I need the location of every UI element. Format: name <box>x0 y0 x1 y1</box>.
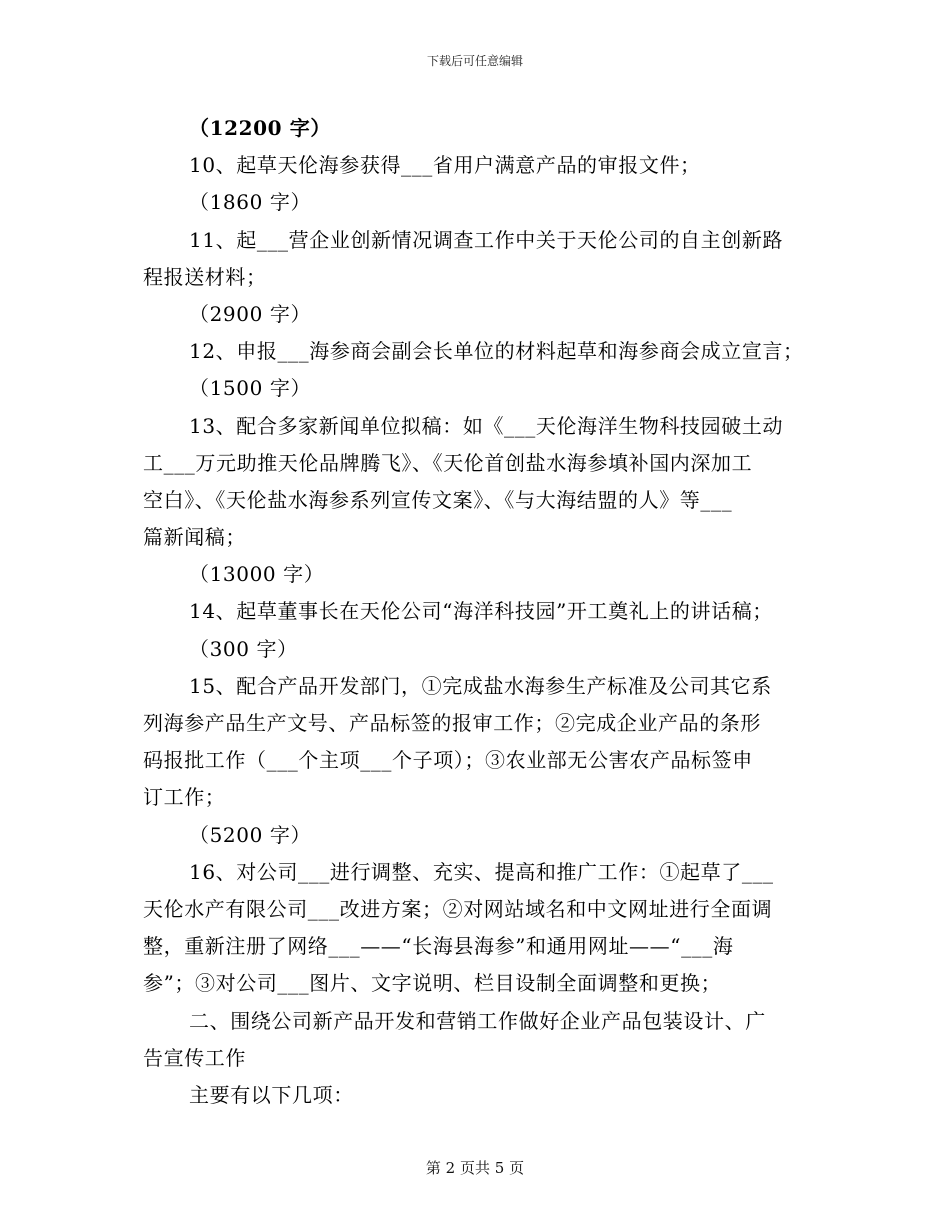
word-count-line: （13000 字） <box>189 562 325 587</box>
document-body <box>143 110 808 1114</box>
list-item-16: 16、对公司___进行调整、充实、提高和推广工作：①起草了___ <box>189 859 774 884</box>
list-item-11: 11、起___营企业创新情况调查工作中关于天伦公司的自主创新路 <box>189 227 784 252</box>
list-item-13-continuation: 工___万元助推天伦品牌腾飞》、《天伦首创盐水海参填补国内深加工 <box>143 450 753 475</box>
list-item-16-continuation: 天伦水产有限公司___改进方案；②对网站域名和中文网址进行全面调 <box>143 896 773 921</box>
list-item-14: 14、起草董事长在天伦公司“海洋科技园”开工奠礼上的讲话稿； <box>189 599 773 624</box>
list-item-15: 15、配合产品开发部门，①完成盐水海参生产标准及公司其它系 <box>189 673 772 698</box>
word-count-line: （5200 字） <box>189 822 312 847</box>
list-item-13-continuation: 篇新闻稿； <box>143 525 246 550</box>
list-item-15-continuation: 码报批工作（___个主项___个子项）；③农业部无公害农产品标签申 <box>143 748 753 773</box>
list-item-10: 10、起草天伦海参获得___省用户满意产品的审报文件； <box>189 153 701 178</box>
page-header: 下载后可任意编辑 <box>426 54 523 68</box>
word-count-line: （2900 字） <box>189 301 312 326</box>
section-heading-2: 二、围绕公司新产品开发和营销工作做好企业产品包装设计、广 <box>189 1008 766 1033</box>
list-item-16-continuation: 参”；③对公司___图片、文字说明、栏目设制全面调整和更换； <box>143 971 722 996</box>
list-item-15-continuation: 订工作； <box>143 785 226 810</box>
page-number: 第 2 页共 5 页 <box>425 1159 525 1177</box>
list-item-15-continuation: 列海参产品生产文号、产品标签的报审工作；②完成企业产品的条形 <box>143 711 761 735</box>
word-count-line: （1860 字） <box>189 190 312 215</box>
word-count-line: （300 字） <box>189 636 298 661</box>
list-item-13-continuation: 空白》、《天伦盐水海参系列宣传文案》、《与大海结盟的人》等___ <box>143 487 733 512</box>
section-heading-2-continuation: 告宣传工作 <box>143 1045 246 1070</box>
word-count-line: （12200 字） <box>189 116 331 140</box>
word-count-line: （1500 字） <box>189 376 312 401</box>
list-item-13: 13、配合多家新闻单位拟稿：如《___天伦海洋生物科技园破土动 <box>189 413 784 438</box>
list-item-11-continuation: 程报送材料； <box>143 264 267 289</box>
list-item-12: 12、申报___海参商会副会长单位的材料起草和海参商会成立宣言； <box>189 339 804 364</box>
intro-line: 主要有以下几项： <box>189 1082 354 1107</box>
list-item-16-continuation: 整，重新注册了网络___——“长海县海参”和通用网址——“___海 <box>143 934 734 959</box>
